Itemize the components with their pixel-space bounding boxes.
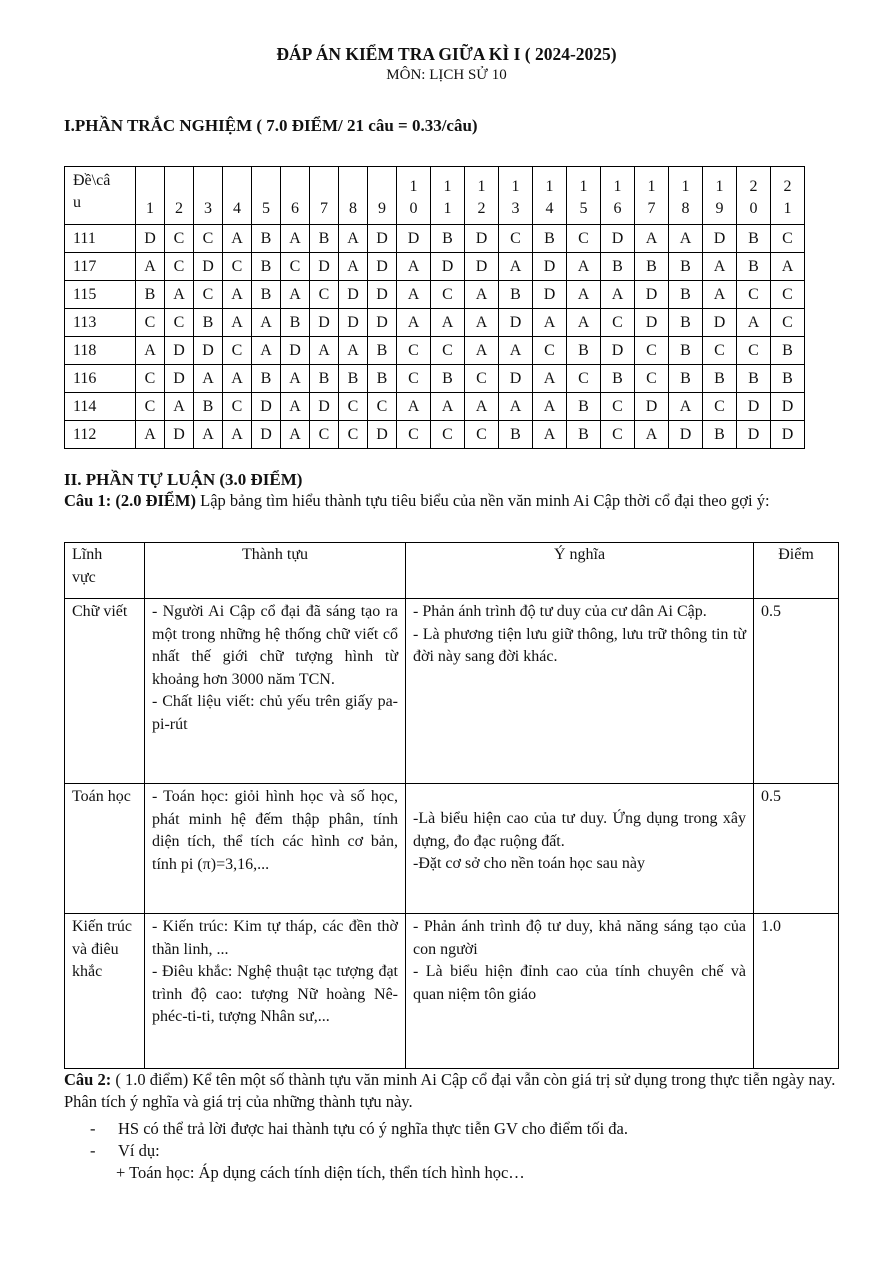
answer-cell: A bbox=[165, 281, 194, 309]
answer-cell: A bbox=[252, 337, 281, 365]
answer-cell: A bbox=[281, 365, 310, 393]
answer-cell: B bbox=[771, 365, 805, 393]
answer-cell: A bbox=[465, 393, 499, 421]
answer-cell: B bbox=[703, 365, 737, 393]
answer-cell: B bbox=[567, 421, 601, 449]
field-cell: Toán học bbox=[65, 784, 145, 914]
answer-cell: B bbox=[669, 365, 703, 393]
answer-cell: D bbox=[368, 421, 397, 449]
answer-cell: A bbox=[223, 225, 252, 253]
answer-cell: C bbox=[165, 309, 194, 337]
header-field: Lĩnh vực bbox=[65, 543, 145, 599]
answer-cell: B bbox=[601, 365, 635, 393]
answer-cell: D bbox=[252, 421, 281, 449]
answer-cell: C bbox=[771, 281, 805, 309]
header-question-number: 2 bbox=[165, 167, 194, 225]
table-row bbox=[65, 784, 839, 914]
answer-cell: B bbox=[499, 421, 533, 449]
question1-label: Câu 1: (2.0 ĐIỂM) bbox=[64, 491, 196, 510]
answer-cell: B bbox=[567, 393, 601, 421]
achievement-line: - Chất liệu viết: chủ yếu trên giấy pa-pi-rút bbox=[152, 693, 398, 733]
answer-cell: A bbox=[703, 253, 737, 281]
meaning-cell bbox=[406, 599, 754, 784]
answer-cell: D bbox=[339, 281, 368, 309]
answer-cell: C bbox=[567, 225, 601, 253]
answer-cell: A bbox=[223, 309, 252, 337]
answer-cell: D bbox=[310, 253, 339, 281]
bullet-item bbox=[90, 1118, 628, 1140]
answer-cell: C bbox=[635, 365, 669, 393]
answer-cell: C bbox=[601, 309, 635, 337]
answer-cell: B bbox=[669, 309, 703, 337]
answer-cell: A bbox=[533, 365, 567, 393]
answer-cell: D bbox=[533, 253, 567, 281]
question2-text: ( 1.0 điểm) Kể tên một số thành tựu văn minh Ai Cập cổ đại vẫn còn giá trị sử dụng trong thực tiễn ngày nay. Phân tích ý nghĩa và giá trị của những thành tựu này. bbox=[64, 1070, 836, 1111]
answer-cell: C bbox=[737, 281, 771, 309]
answer-cell: D bbox=[165, 365, 194, 393]
answer-cell: B bbox=[368, 337, 397, 365]
answer-cell: C bbox=[737, 337, 771, 365]
header-question-number: 1 9 bbox=[703, 167, 737, 225]
part2-heading: II. PHẦN TỰ LUẬN (3.0 ĐIỂM) bbox=[64, 470, 303, 489]
answer-cell: C bbox=[397, 365, 431, 393]
meaning-line: -Là biểu hiện cao của tư duy. Ứng dụng trong xây dựng, đo đạc ruộng đất. bbox=[413, 810, 746, 850]
header-question-number: 1 3 bbox=[499, 167, 533, 225]
answer-cell: C bbox=[223, 253, 252, 281]
essay-table-header-row bbox=[65, 543, 839, 599]
answer-cell: C bbox=[397, 337, 431, 365]
answer-cell: A bbox=[635, 421, 669, 449]
table-row bbox=[65, 309, 805, 337]
answer-cell: B bbox=[339, 365, 368, 393]
header-question-number: 1 6 bbox=[601, 167, 635, 225]
answer-cell: D bbox=[136, 225, 165, 253]
answer-cell: A bbox=[465, 281, 499, 309]
answer-cell: B bbox=[252, 281, 281, 309]
field-cell: Kiến trúc và điêu khắc bbox=[65, 914, 145, 1069]
meaning-line: - Là biểu hiện đỉnh cao của tính chuyên chế và quan niệm tôn giáo bbox=[413, 963, 746, 1003]
answer-cell: C bbox=[194, 225, 223, 253]
answer-cell: C bbox=[310, 281, 339, 309]
answer-cell: C bbox=[223, 393, 252, 421]
answer-cell: D bbox=[465, 253, 499, 281]
header-question-number: 8 bbox=[339, 167, 368, 225]
exam-code-cell: 116 bbox=[65, 365, 136, 393]
bullet-dash: - bbox=[90, 1141, 96, 1160]
answer-cell: C bbox=[310, 421, 339, 449]
answer-cell: B bbox=[252, 253, 281, 281]
answer-cell: C bbox=[339, 421, 368, 449]
answer-cell: C bbox=[601, 393, 635, 421]
answer-cell: A bbox=[136, 421, 165, 449]
answer-cell: B bbox=[669, 253, 703, 281]
answer-cell: D bbox=[368, 309, 397, 337]
answer-cell: A bbox=[567, 281, 601, 309]
answer-cell: C bbox=[223, 337, 252, 365]
answer-cell: C bbox=[136, 365, 165, 393]
answer-cell: A bbox=[737, 309, 771, 337]
answer-cell: C bbox=[397, 421, 431, 449]
answer-cell: B bbox=[601, 253, 635, 281]
answer-cell: A bbox=[397, 309, 431, 337]
document-title: ĐÁP ÁN KIỂM TRA GIỮA KÌ I ( 2024-2025) bbox=[276, 44, 617, 64]
answer-cell: D bbox=[635, 281, 669, 309]
header-question-number: 1 4 bbox=[533, 167, 567, 225]
answer-cell: D bbox=[737, 421, 771, 449]
score-cell: 1.0 bbox=[754, 914, 839, 1069]
answer-cell: D bbox=[368, 281, 397, 309]
answer-cell: A bbox=[669, 393, 703, 421]
table-row bbox=[65, 281, 805, 309]
answer-cell: C bbox=[165, 253, 194, 281]
answer-cell: A bbox=[136, 253, 165, 281]
header-question-number: 4 bbox=[223, 167, 252, 225]
answer-cell: D bbox=[252, 393, 281, 421]
answer-cell: A bbox=[567, 253, 601, 281]
table-row bbox=[65, 225, 805, 253]
meaning-line: - Là phương tiện lưu giữ thông, lưu trữ thông tin từ đời này sang đời khác. bbox=[413, 625, 746, 665]
bullet-item bbox=[90, 1140, 160, 1162]
question2-prompt bbox=[64, 1069, 838, 1113]
answer-cell: B bbox=[431, 365, 465, 393]
answer-cell: A bbox=[397, 281, 431, 309]
meaning-line: -Đặt cơ sở cho nền toán học sau này bbox=[413, 855, 645, 872]
answer-cell: A bbox=[465, 337, 499, 365]
answer-cell: D bbox=[339, 309, 368, 337]
exam-code-cell: 111 bbox=[65, 225, 136, 253]
answer-cell: A bbox=[397, 393, 431, 421]
answer-cell: D bbox=[165, 337, 194, 365]
bullet-dash: - bbox=[90, 1119, 96, 1138]
answer-cell: D bbox=[737, 393, 771, 421]
bullet-text: HS có thể trả lời được hai thành tựu có ý nghĩa thực tiễn GV cho điểm tối đa. bbox=[118, 1119, 628, 1138]
answer-cell: B bbox=[431, 225, 465, 253]
header-question-number: 9 bbox=[368, 167, 397, 225]
answer-cell: B bbox=[533, 225, 567, 253]
answer-cell: A bbox=[194, 365, 223, 393]
answer-cell: C bbox=[165, 225, 194, 253]
answer-cell: D bbox=[194, 337, 223, 365]
answer-cell: B bbox=[252, 365, 281, 393]
meaning-line: - Phản ánh trình độ tư duy của cư dân Ai Cập. bbox=[413, 603, 707, 620]
answer-cell: C bbox=[281, 253, 310, 281]
bullet-text: Ví dụ: bbox=[118, 1141, 160, 1160]
answer-cell: A bbox=[339, 253, 368, 281]
answer-cell: B bbox=[669, 281, 703, 309]
answer-cell: D bbox=[703, 309, 737, 337]
header-question-number: 1 5 bbox=[567, 167, 601, 225]
answer-cell: A bbox=[281, 225, 310, 253]
answer-cell: D bbox=[499, 309, 533, 337]
answer-cell: A bbox=[136, 337, 165, 365]
answer-cell: B bbox=[368, 365, 397, 393]
answer-cell: A bbox=[339, 225, 368, 253]
answer-cell: A bbox=[223, 421, 252, 449]
answer-cell: C bbox=[368, 393, 397, 421]
meaning-cell bbox=[406, 914, 754, 1069]
answer-cell: A bbox=[165, 393, 194, 421]
answer-cell: B bbox=[737, 365, 771, 393]
answer-cell: A bbox=[601, 281, 635, 309]
table-row bbox=[65, 914, 839, 1069]
exam-code-cell: 118 bbox=[65, 337, 136, 365]
answer-cell: A bbox=[194, 421, 223, 449]
answer-cell: D bbox=[635, 393, 669, 421]
answer-cell: B bbox=[771, 337, 805, 365]
table-row bbox=[65, 599, 839, 784]
answer-cell: B bbox=[281, 309, 310, 337]
answer-cell: C bbox=[136, 309, 165, 337]
header-question-number: 6 bbox=[281, 167, 310, 225]
answer-cell: C bbox=[194, 281, 223, 309]
answer-cell: A bbox=[533, 421, 567, 449]
exam-code-cell: 117 bbox=[65, 253, 136, 281]
header-achievement: Thành tựu bbox=[145, 543, 406, 599]
answer-cell: D bbox=[431, 253, 465, 281]
header-score: Điểm bbox=[754, 543, 839, 599]
answer-cell: A bbox=[669, 225, 703, 253]
header-question-number: 1 8 bbox=[669, 167, 703, 225]
answer-cell: A bbox=[281, 393, 310, 421]
header-question-number: 2 1 bbox=[771, 167, 805, 225]
answer-cell: B bbox=[194, 309, 223, 337]
answer-cell: A bbox=[703, 281, 737, 309]
header-question-number: 2 0 bbox=[737, 167, 771, 225]
answer-cell: B bbox=[194, 393, 223, 421]
achievement-line: - Điêu khắc: Nghệ thuật tạc tượng đạt trình độ cao: tượng Nữ hoàng Nê-phéc-ti-ti, tượng Nhân sư,... bbox=[152, 963, 398, 1025]
answer-cell: D bbox=[368, 253, 397, 281]
answer-cell: C bbox=[771, 225, 805, 253]
answer-cell: A bbox=[465, 309, 499, 337]
answer-cell: D bbox=[601, 337, 635, 365]
achievement-cell bbox=[145, 784, 406, 914]
answer-cell: A bbox=[252, 309, 281, 337]
answer-cell: D bbox=[635, 309, 669, 337]
answer-cell: D bbox=[771, 421, 805, 449]
answer-cell: C bbox=[635, 337, 669, 365]
exam-code-cell: 112 bbox=[65, 421, 136, 449]
answer-cell: D bbox=[533, 281, 567, 309]
answer-cell: A bbox=[281, 421, 310, 449]
answer-cell: D bbox=[669, 421, 703, 449]
exam-code-cell: 115 bbox=[65, 281, 136, 309]
answer-cell: A bbox=[567, 309, 601, 337]
header-question-number: 1 1 bbox=[431, 167, 465, 225]
answer-cell: B bbox=[737, 225, 771, 253]
answer-cell: C bbox=[703, 393, 737, 421]
answer-cell: C bbox=[465, 365, 499, 393]
answer-cell: D bbox=[601, 225, 635, 253]
answer-cell: B bbox=[310, 365, 339, 393]
answer-cell: C bbox=[499, 225, 533, 253]
question1-text: Lập bảng tìm hiểu thành tựu tiêu biểu của nền văn minh Ai Cập thời cổ đại theo gợi ý: bbox=[196, 491, 770, 510]
answer-cell: C bbox=[431, 421, 465, 449]
header-question-number: 1 2 bbox=[465, 167, 499, 225]
answer-cell: A bbox=[431, 309, 465, 337]
header-question-number: 1 0 bbox=[397, 167, 431, 225]
answer-cell: B bbox=[310, 225, 339, 253]
answer-cell: A bbox=[499, 253, 533, 281]
answer-cell: D bbox=[368, 225, 397, 253]
question1-prompt bbox=[64, 490, 838, 512]
answer-cell: B bbox=[567, 337, 601, 365]
achievement-line: - Người Ai Cập cổ đại đã sáng tạo ra một trong những hệ thống chữ viết cổ nhất thế giới chữ tượng hình từ khoảng hơn 3000 năm TCN. bbox=[152, 603, 398, 688]
answer-cell: B bbox=[669, 337, 703, 365]
essay-answer-table bbox=[64, 542, 839, 1069]
header-exam-code: Đề\câ u bbox=[65, 167, 136, 225]
answer-cell: A bbox=[533, 309, 567, 337]
answer-cell: D bbox=[310, 309, 339, 337]
answer-cell: A bbox=[223, 281, 252, 309]
table-row bbox=[65, 365, 805, 393]
answer-cell: D bbox=[771, 393, 805, 421]
answer-cell: B bbox=[252, 225, 281, 253]
answer-cell: C bbox=[567, 365, 601, 393]
answer-cell: A bbox=[223, 365, 252, 393]
part1-heading: I.PHẦN TRẮC NGHIỆM ( 7.0 ĐIỂM/ 21 câu = 0.33/câu) bbox=[64, 116, 478, 135]
achievement-line: - Toán học: giỏi hình học và số học, phát minh hệ đếm thập phân, tính diện tích, thể tích các hình cơ bản, tính pi (π)=3,16,... bbox=[152, 788, 398, 873]
answer-cell: C bbox=[465, 421, 499, 449]
header-question-number: 3 bbox=[194, 167, 223, 225]
header-question-number: 1 7 bbox=[635, 167, 669, 225]
achievement-cell bbox=[145, 599, 406, 784]
answer-cell: D bbox=[703, 225, 737, 253]
header-question-number: 1 bbox=[136, 167, 165, 225]
answer-cell: D bbox=[194, 253, 223, 281]
answer-cell: C bbox=[601, 421, 635, 449]
table-row bbox=[65, 421, 805, 449]
meaning-cell bbox=[406, 784, 754, 914]
answer-cell: B bbox=[499, 281, 533, 309]
answer-cell: A bbox=[533, 393, 567, 421]
table-row bbox=[65, 393, 805, 421]
table-row bbox=[65, 337, 805, 365]
exam-code-cell: 114 bbox=[65, 393, 136, 421]
achievement-line: - Kiến trúc: Kim tự tháp, các đền thờ thần linh, ... bbox=[152, 918, 398, 958]
answer-cell: A bbox=[339, 337, 368, 365]
answer-cell: A bbox=[499, 393, 533, 421]
document-subtitle: MÔN: LỊCH SỬ 10 bbox=[386, 67, 507, 83]
answer-cell: C bbox=[136, 393, 165, 421]
answer-cell: C bbox=[431, 281, 465, 309]
score-cell: 0.5 bbox=[754, 784, 839, 914]
header-question-number: 7 bbox=[310, 167, 339, 225]
question2-label: Câu 2: bbox=[64, 1070, 112, 1089]
answer-cell: C bbox=[339, 393, 368, 421]
answer-cell: C bbox=[771, 309, 805, 337]
field-cell: Chữ viết bbox=[65, 599, 145, 784]
meaning-line: - Phản ánh trình độ tư duy, khả năng sáng tạo của con người bbox=[413, 918, 746, 958]
answer-key-table bbox=[64, 166, 805, 449]
answer-cell: A bbox=[397, 253, 431, 281]
answer-cell: D bbox=[165, 421, 194, 449]
answer-cell: A bbox=[635, 225, 669, 253]
answer-cell: A bbox=[499, 337, 533, 365]
table-row bbox=[65, 253, 805, 281]
answer-cell: D bbox=[310, 393, 339, 421]
answer-cell: A bbox=[771, 253, 805, 281]
answer-cell: C bbox=[431, 337, 465, 365]
answer-cell: D bbox=[281, 337, 310, 365]
answer-cell: C bbox=[703, 337, 737, 365]
achievement-cell bbox=[145, 914, 406, 1069]
example-item: + Toán học: Áp dụng cách tính diện tích, thển tích hình học… bbox=[116, 1163, 525, 1182]
answer-cell: A bbox=[281, 281, 310, 309]
answer-cell: B bbox=[703, 421, 737, 449]
score-cell: 0.5 bbox=[754, 599, 839, 784]
answer-cell: C bbox=[533, 337, 567, 365]
answer-cell: A bbox=[310, 337, 339, 365]
answer-table-header-row bbox=[65, 167, 805, 225]
answer-cell: D bbox=[397, 225, 431, 253]
answer-cell: B bbox=[136, 281, 165, 309]
header-meaning: Ý nghĩa bbox=[406, 543, 754, 599]
answer-cell: B bbox=[635, 253, 669, 281]
answer-cell: B bbox=[737, 253, 771, 281]
answer-cell: D bbox=[465, 225, 499, 253]
answer-cell: D bbox=[499, 365, 533, 393]
header-question-number: 5 bbox=[252, 167, 281, 225]
answer-cell: A bbox=[431, 393, 465, 421]
exam-code-cell: 113 bbox=[65, 309, 136, 337]
